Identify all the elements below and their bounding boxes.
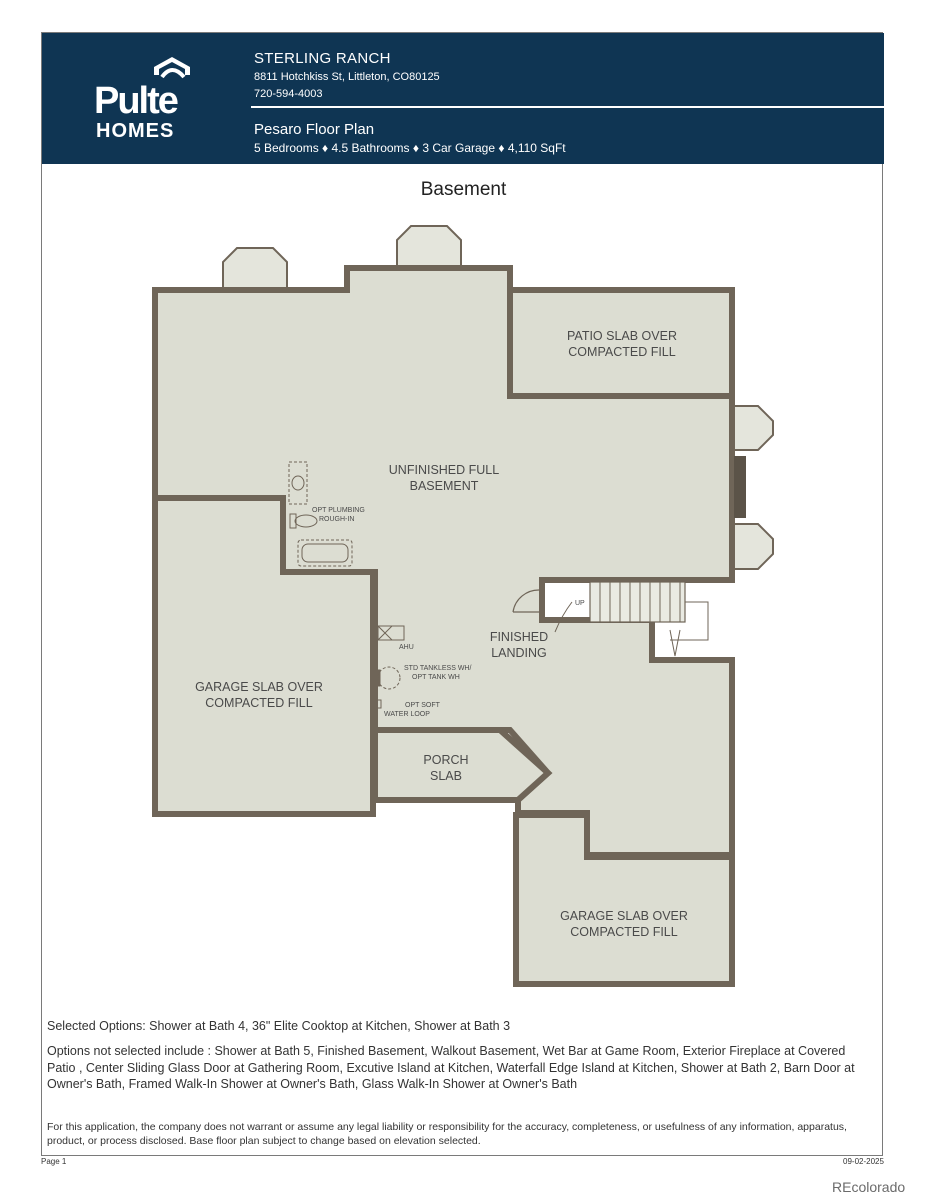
logo-wordmark-homes: HOMES: [96, 120, 175, 142]
porch-label-line1: PORCH: [423, 753, 469, 767]
logo-wordmark-pulte: Pulte: [94, 80, 177, 122]
disclaimer: For this application, the company does not warrant or assume any legal liability or responsibility for the accuracy, completeness, or usefulness of any information, apparatus, product, or process disclosed. Base floor plan subject to change based on elevation selected.: [47, 1121, 847, 1147]
patio-slab: [510, 290, 732, 396]
water-heater-note-line1: STD TANKLESS WH/: [404, 665, 472, 672]
garage-right-label-line2: COMPACTED FILL: [570, 925, 678, 939]
bay-window-right-lower: [734, 524, 773, 569]
porch-label-line2: SLAB: [430, 769, 462, 783]
ahu-label: AHU: [399, 644, 414, 651]
plan-name: Pesaro Floor Plan: [254, 121, 375, 138]
community-name: STERLING RANCH: [254, 50, 391, 67]
plumbing-note-line1: OPT PLUMBING: [312, 507, 365, 514]
landing-label-line2: LANDING: [491, 646, 547, 660]
exterior-block: [734, 456, 746, 518]
community-phone: 720-594-4003: [254, 88, 323, 100]
landing-label-line1: FINISHED: [489, 630, 549, 644]
patio-label-line2: COMPACTED FILL: [568, 345, 676, 359]
selected-options: Selected Options: Shower at Bath 4, 36" Elite Cooktop at Kitchen, Shower at Bath 3: [47, 1019, 511, 1033]
soft-water-note-line2: WATER LOOP: [384, 711, 430, 718]
basement-label-line1: UNFINISHED FULL: [388, 463, 500, 477]
print-date: 09-02-2025: [843, 1157, 884, 1166]
page-number: Page 1: [41, 1157, 67, 1166]
bay-window-top: [397, 226, 461, 268]
patio-label-line1: PATIO SLAB OVER: [567, 329, 677, 343]
garage-left-label-line2: COMPACTED FILL: [205, 696, 313, 710]
soft-water-note-line1: OPT SOFT: [405, 702, 440, 709]
basement-label-line2: BASEMENT: [409, 479, 479, 493]
recolorado-watermark: REcolorado: [832, 1179, 906, 1195]
options-not-selected: Options not selected include : Shower at Bath 5, Finished Basement, Walkout Basement, Wet Bar at Game Room, Exterior Fireplace at Covered Patio , Center Sliding Glass Door at Gathering Room, Excutive Island at Kitchen, Waterfall Edge Island at Kitchen, Shower at Bath 2, Barn Door at Owner's Bath, Framed Walk-In Shower at Owner's Bath, Glass Walk-In Shower at Owner's Bath: [47, 1044, 855, 1091]
floor-title: Basement: [420, 179, 507, 200]
stair-up-label: UP: [575, 600, 585, 607]
bay-window-right-upper: [734, 406, 773, 450]
garage-left-label-line1: GARAGE SLAB OVER: [195, 680, 323, 694]
bay-window-left: [223, 248, 287, 290]
community-address: 8811 Hotchkiss St, Littleton, CO80125: [254, 71, 440, 83]
plan-specs: 5 Bedrooms ♦ 4.5 Bathrooms ♦ 3 Car Garage ♦ 4,110 SqFt: [254, 141, 566, 155]
garage-right-label-line1: GARAGE SLAB OVER: [560, 909, 688, 923]
plumbing-note-line2: ROUGH-IN: [319, 516, 355, 523]
water-heater-note-line2: OPT TANK WH: [412, 674, 460, 681]
